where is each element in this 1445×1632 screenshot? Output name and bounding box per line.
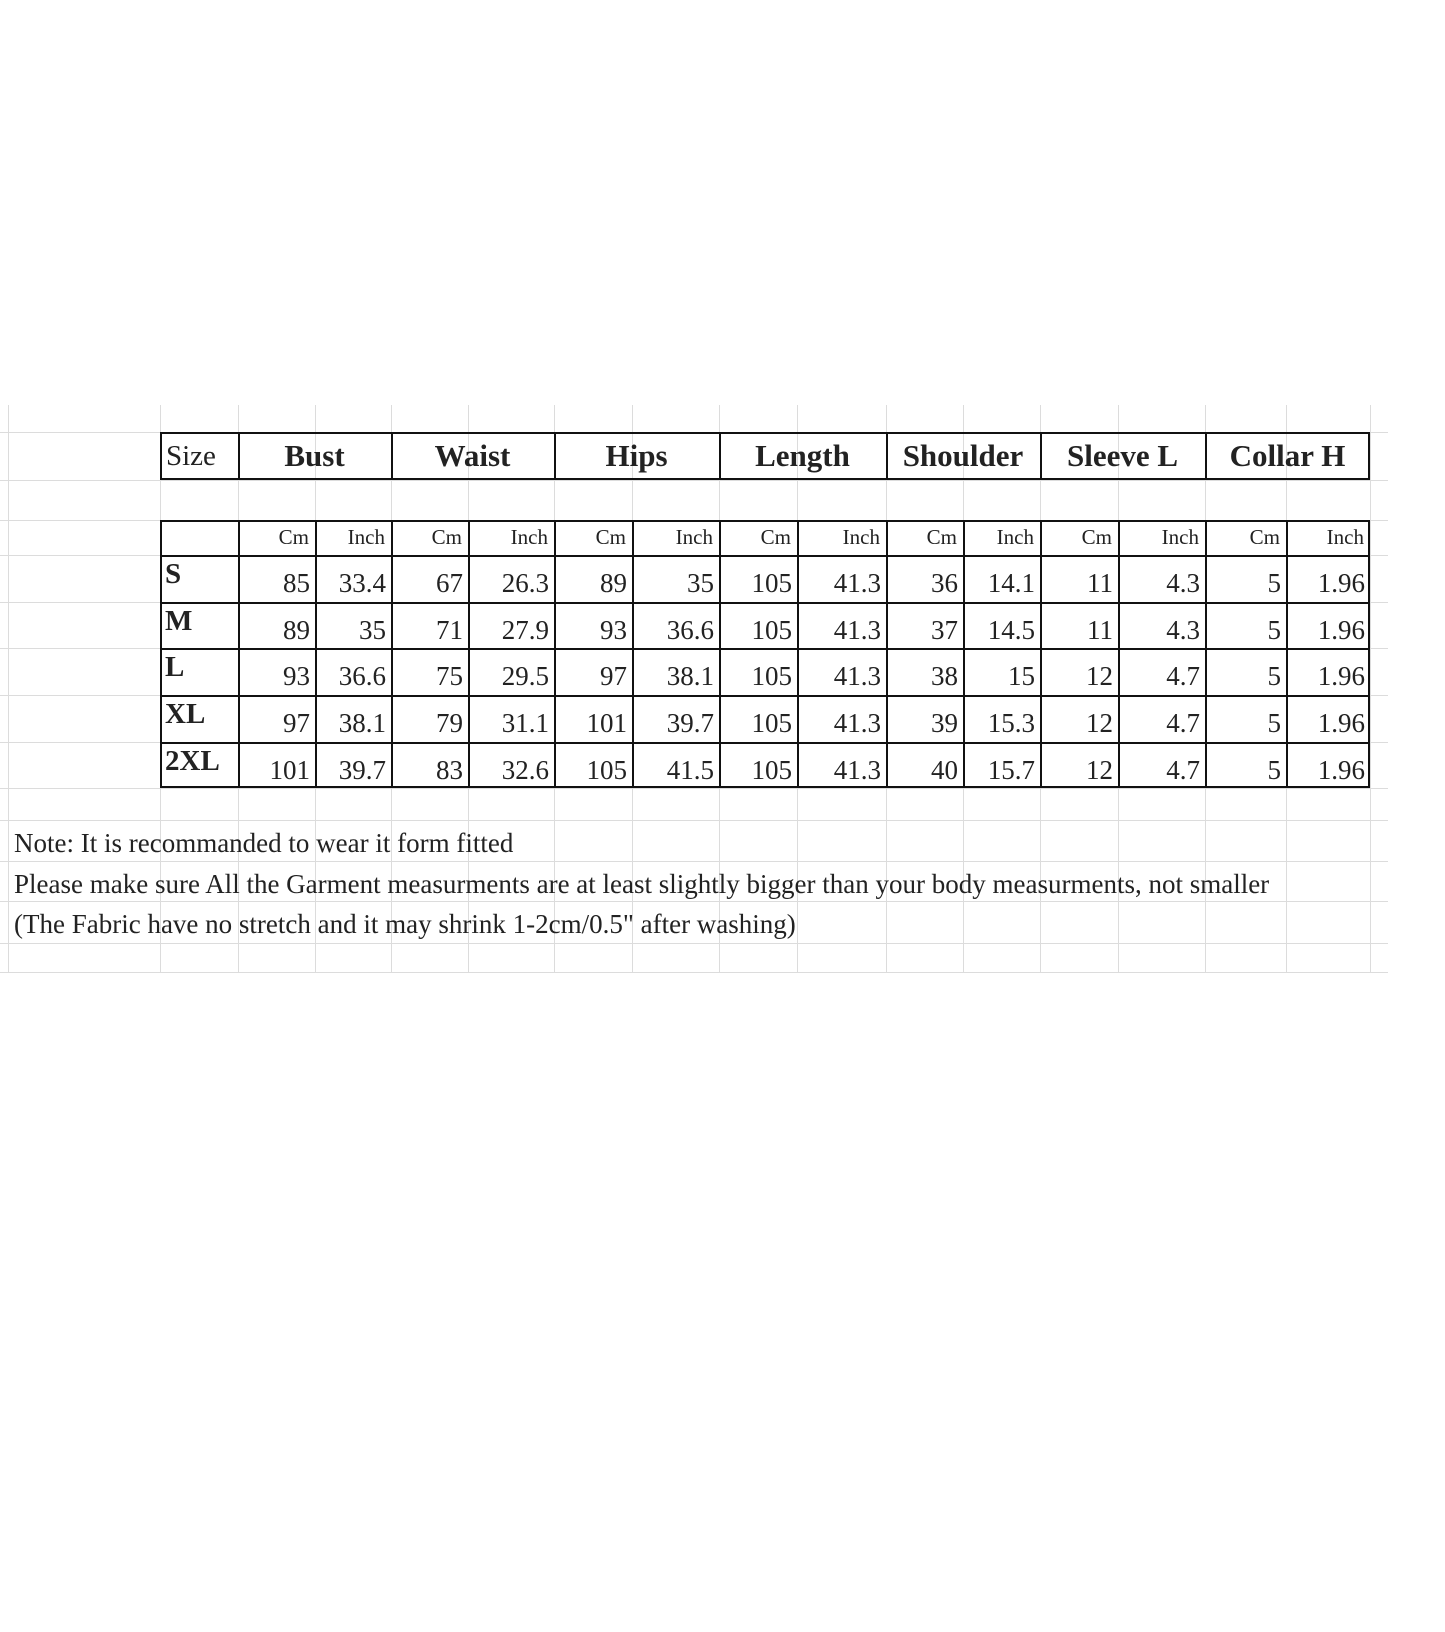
measurement-cell: 89	[600, 568, 627, 598]
measurement-cell: 71	[436, 615, 463, 645]
measurement-cell: 41.3	[833, 615, 881, 645]
measurement-cell: 32.6	[501, 755, 549, 785]
header-measure-1: Waist	[434, 438, 511, 473]
measurement-cell: 83	[436, 755, 463, 785]
unit-label: Inch	[842, 525, 880, 549]
measurement-cell: 1.96	[1317, 661, 1365, 691]
unit-label: Cm	[1081, 525, 1112, 549]
measurement-cell: 101	[269, 755, 310, 785]
unit-label: Cm	[1249, 525, 1280, 549]
measurement-cell: 38.1	[666, 661, 714, 691]
measurement-cell: 38.1	[338, 708, 386, 738]
measurement-cell: 85	[283, 568, 310, 598]
note-measurements: Please make sure All the Garment measurments are at least slightly bigger than your body measurments, not smaller	[14, 869, 1270, 899]
unit-label: Cm	[431, 525, 462, 549]
header-measure-3: Length	[755, 438, 850, 473]
measurement-cell: 5	[1267, 661, 1281, 691]
measurement-cell: 4.3	[1166, 568, 1200, 598]
measurement-cell: 1.96	[1317, 615, 1365, 645]
measurement-cell: 105	[586, 755, 627, 785]
measurement-cell: 105	[751, 568, 792, 598]
measurement-cell: 33.4	[338, 568, 386, 598]
measurement-cell: 36	[931, 568, 958, 598]
measurement-cell: 93	[600, 615, 627, 645]
measurement-cell: 5	[1267, 755, 1281, 785]
measurement-cell: 1.96	[1317, 755, 1365, 785]
unit-label: Inch	[1161, 525, 1199, 549]
measurement-cell: 41.5	[666, 755, 714, 785]
measurement-cell: 4.3	[1166, 615, 1200, 645]
grid-vline	[1370, 405, 1371, 972]
measurement-cell: 97	[600, 661, 627, 691]
unit-label: Inch	[675, 525, 713, 549]
grid-hline	[0, 901, 1388, 902]
measurement-cell: 39.7	[338, 755, 386, 785]
measurement-cell: 27.9	[501, 615, 549, 645]
measurement-cell: 4.7	[1166, 661, 1200, 691]
size-label: S	[165, 558, 182, 590]
measurement-cell: 105	[751, 755, 792, 785]
size-label: L	[165, 651, 185, 683]
measurement-cell: 15.3	[987, 708, 1035, 738]
measurement-cell: 26.3	[501, 568, 549, 598]
measurement-cell: 36.6	[666, 615, 714, 645]
measurement-cell: 5	[1267, 615, 1281, 645]
unit-label: Cm	[760, 525, 791, 549]
measurement-cell: 75	[436, 661, 463, 691]
measurement-cell: 39	[931, 708, 958, 738]
grid-hline	[0, 943, 1388, 944]
measurement-cell: 4.7	[1166, 755, 1200, 785]
measurement-cell: 1.96	[1317, 708, 1365, 738]
measurement-cell: 12	[1086, 661, 1113, 691]
header-measure-5: Sleeve L	[1066, 438, 1179, 473]
measurement-cell: 1.96	[1317, 568, 1365, 598]
measurement-cell: 31.1	[501, 708, 549, 738]
unit-label: Cm	[278, 525, 309, 549]
grid-vline	[8, 405, 9, 972]
grid-hline	[0, 972, 1388, 973]
header-measure-2: Hips	[605, 438, 668, 473]
unit-label: Inch	[1326, 525, 1364, 549]
measurement-cell: 41.3	[833, 708, 881, 738]
measurement-cell: 93	[283, 661, 310, 691]
grid-hline	[0, 861, 1388, 862]
grid-hline	[0, 820, 1388, 821]
size-label: XL	[165, 698, 206, 730]
unit-label: Cm	[926, 525, 957, 549]
unit-label: Cm	[595, 525, 626, 549]
unit-label: Inch	[510, 525, 548, 549]
measurement-cell: 97	[283, 708, 310, 738]
header-measure-4: Shoulder	[902, 438, 1024, 473]
measurement-cell: 41.3	[833, 661, 881, 691]
note-fabric: (The Fabric have no stretch and it may shrink 1-2cm/0.5" after washing)	[14, 909, 796, 939]
measurement-cell: 29.5	[501, 661, 549, 691]
measurement-cell: 40	[931, 755, 958, 785]
measurement-cell: 5	[1267, 708, 1281, 738]
measurement-cell: 14.5	[987, 615, 1035, 645]
unit-label: Inch	[996, 525, 1034, 549]
measurement-cell: 105	[751, 615, 792, 645]
measurement-cell: 89	[283, 615, 310, 645]
measurement-cell: 36.6	[338, 661, 386, 691]
measurement-cell: 15	[1008, 661, 1035, 691]
measurement-cell: 12	[1086, 708, 1113, 738]
measurement-cell: 12	[1086, 755, 1113, 785]
size-label: 2XL	[165, 745, 220, 777]
header-measure-0: Bust	[284, 438, 345, 473]
header-measure-6: Collar H	[1229, 438, 1346, 473]
measurement-cell: 11	[1087, 615, 1113, 645]
measurement-cell: 35	[359, 615, 386, 645]
measurement-cell: 35	[687, 568, 714, 598]
measurement-cell: 37	[931, 615, 958, 645]
measurement-cell: 5	[1267, 568, 1281, 598]
measurement-cell: 105	[751, 708, 792, 738]
measurement-cell: 14.1	[987, 568, 1035, 598]
measurement-cell: 39.7	[666, 708, 714, 738]
measurement-cell: 15.7	[987, 755, 1035, 785]
header-size-label: Size	[166, 440, 216, 472]
note-fit: Note: It is recommanded to wear it form fitted	[14, 828, 514, 858]
unit-label: Inch	[347, 525, 385, 549]
grid-hline	[0, 480, 1388, 481]
measurement-cell: 79	[436, 708, 463, 738]
size-label: M	[165, 605, 193, 637]
measurement-cell: 67	[436, 568, 463, 598]
measurement-cell: 38	[931, 661, 958, 691]
measurement-cell: 11	[1087, 568, 1113, 598]
measurement-cell: 105	[751, 661, 792, 691]
grid-hline	[0, 788, 1388, 789]
measurement-cell: 41.3	[833, 755, 881, 785]
measurement-cell: 41.3	[833, 568, 881, 598]
measurement-cell: 101	[586, 708, 627, 738]
measurement-cell: 4.7	[1166, 708, 1200, 738]
